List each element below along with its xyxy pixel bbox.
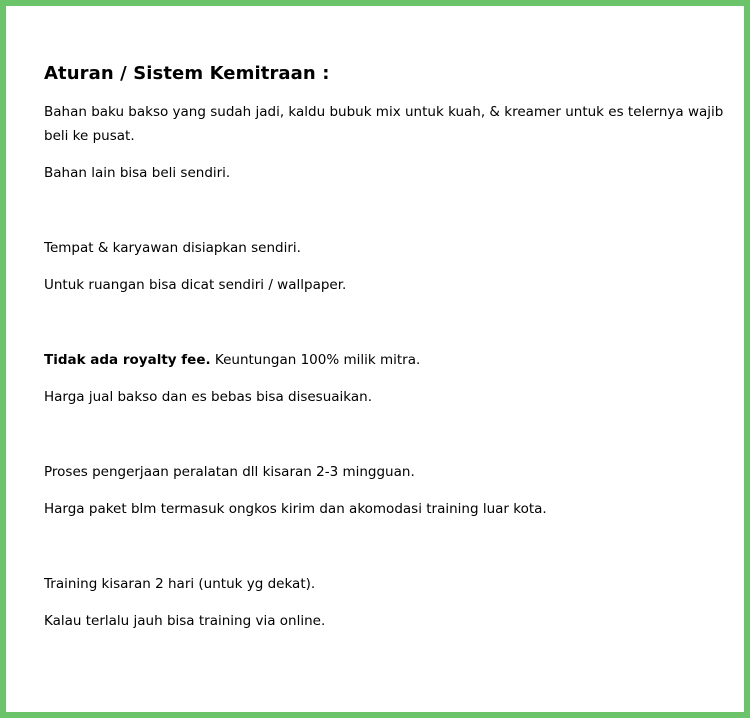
paragraph-training: Training kisaran 2 hari (untuk yg dekat). [44, 576, 316, 592]
document-title: Aturan / Sistem Kemitraan : [44, 63, 330, 84]
paragraph-harga-jual: Harga jual bakso dan es bebas bisa disesuaikan. [44, 389, 372, 405]
paragraph-proses: Proses pengerjaan peralatan dll kisaran 2-3 mingguan. [44, 464, 415, 480]
paragraph-ruangan: Untuk ruangan bisa dicat sendiri / wallpaper. [44, 277, 347, 293]
section-spacer [44, 422, 724, 460]
document-body [44, 62, 724, 646]
section-spacer [44, 310, 724, 348]
paragraph-bahan-lain: Bahan lain bisa beli sendiri. [44, 165, 231, 181]
paragraph-bahan-baku: Bahan baku bakso yang sudah jadi, kaldu bubuk mix untuk kuah, & kreamer untuk es telernya wajib beli ke pusat. [44, 104, 724, 144]
paragraph-training-online: Kalau terlalu jauh bisa training via online. [44, 613, 326, 629]
royalty-rest-text: Keuntungan 100% milik mitra. [210, 352, 421, 368]
section-spacer [44, 534, 724, 572]
paragraph-royalty [44, 348, 724, 372]
section-spacer [44, 198, 724, 236]
paragraph-tempat-karyawan: Tempat & karyawan disiapkan sendiri. [44, 240, 301, 256]
paragraph-harga-paket: Harga paket blm termasuk ongkos kirim dan akomodasi training luar kota. [44, 501, 547, 517]
royalty-bold-text: Tidak ada royalty fee. [44, 352, 211, 368]
